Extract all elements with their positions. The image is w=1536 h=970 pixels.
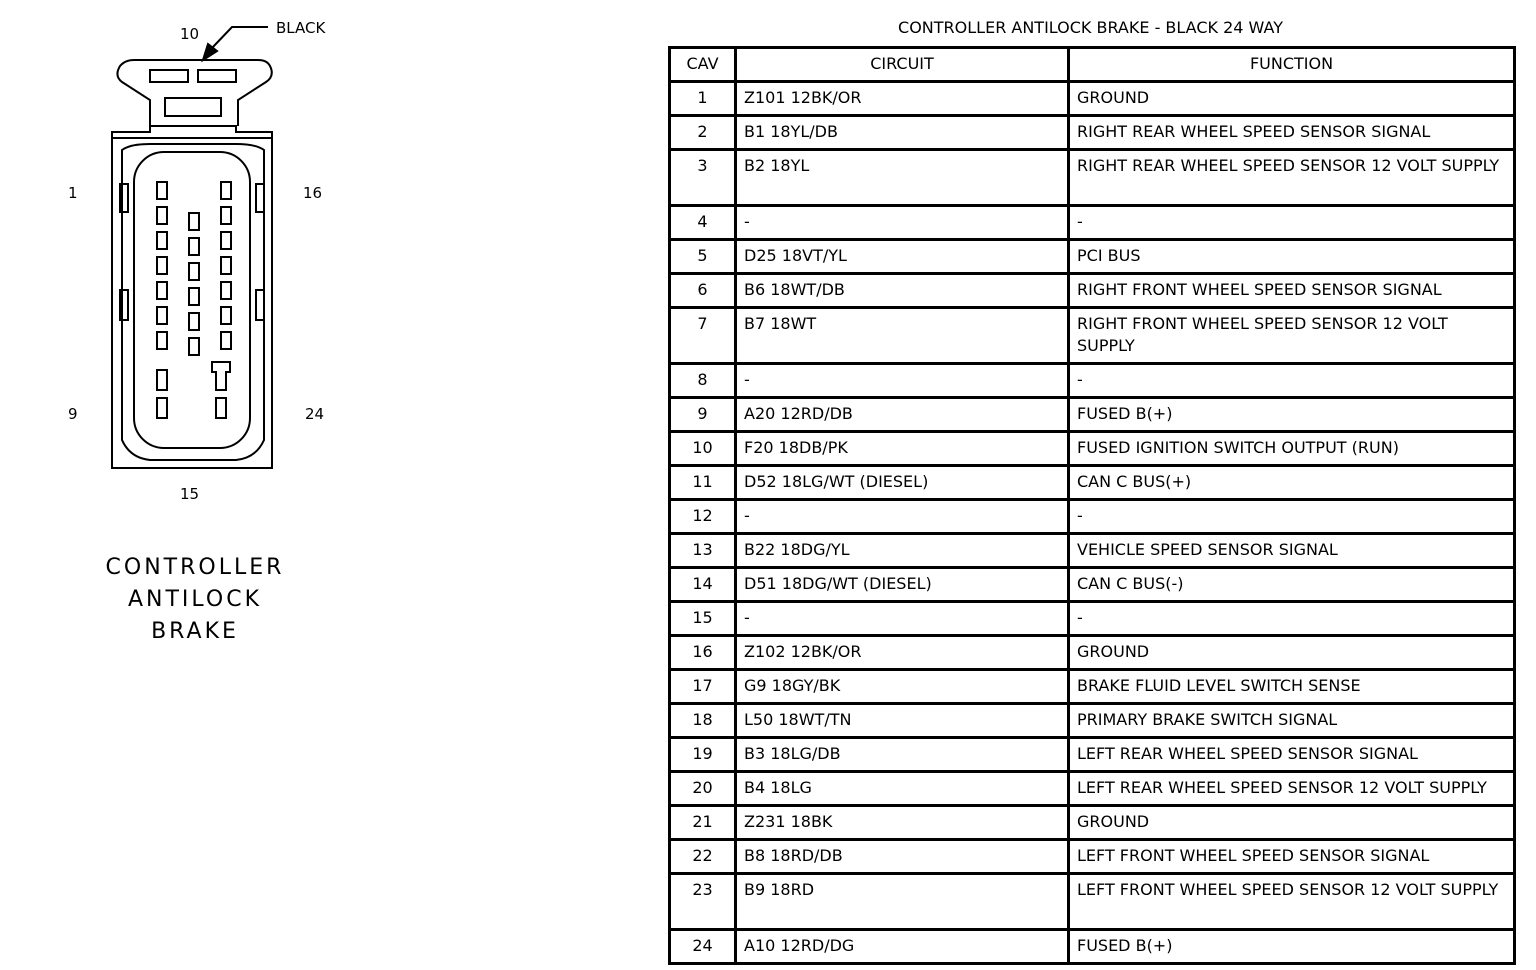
cell-cav: 5: [670, 240, 736, 274]
pin-label-1: 1: [68, 184, 78, 202]
cell-function: LEFT REAR WHEEL SPEED SENSOR 12 VOLT SUPPLY: [1069, 772, 1515, 806]
cell-cav: 7: [670, 308, 736, 364]
header-circuit: CIRCUIT: [736, 48, 1069, 82]
table-row: [670, 772, 1515, 806]
connector-caption: [60, 552, 330, 648]
pin-label-10: 10: [180, 25, 200, 43]
table-row: [670, 670, 1515, 704]
cell-function: -: [1069, 364, 1515, 398]
pin-label-24: 24: [305, 405, 325, 423]
table-header-row: [670, 48, 1515, 82]
cell-function: RIGHT FRONT WHEEL SPEED SENSOR 12 VOLT SUPPLY: [1069, 308, 1515, 364]
cell-function: GROUND: [1069, 636, 1515, 670]
table-row: [670, 150, 1515, 206]
pin-label-16: 16: [303, 184, 323, 202]
cell-circuit: B8 18RD/DB: [736, 840, 1069, 874]
table-row: [670, 602, 1515, 636]
table-row: [670, 930, 1515, 964]
cell-circuit: -: [736, 364, 1069, 398]
cell-cav: 19: [670, 738, 736, 772]
cell-cav: 17: [670, 670, 736, 704]
cell-circuit: D25 18VT/YL: [736, 240, 1069, 274]
cell-cav: 1: [670, 82, 736, 116]
table-row: [670, 398, 1515, 432]
cell-function: LEFT FRONT WHEEL SPEED SENSOR SIGNAL: [1069, 840, 1515, 874]
cell-function: PCI BUS: [1069, 240, 1515, 274]
cell-circuit: Z102 12BK/OR: [736, 636, 1069, 670]
table-row: [670, 806, 1515, 840]
cell-function: FUSED B(+): [1069, 930, 1515, 964]
color-callout-label: BLACK: [276, 19, 326, 37]
cell-circuit: -: [736, 206, 1069, 240]
cell-circuit: B1 18YL/DB: [736, 116, 1069, 150]
cell-circuit: A20 12RD/DB: [736, 398, 1069, 432]
cell-function: PRIMARY BRAKE SWITCH SIGNAL: [1069, 704, 1515, 738]
cell-cav: 15: [670, 602, 736, 636]
cell-circuit: D51 18DG/WT (DIESEL): [736, 568, 1069, 602]
cell-circuit: B22 18DG/YL: [736, 534, 1069, 568]
table-row: [670, 116, 1515, 150]
cell-circuit: -: [736, 500, 1069, 534]
cell-cav: 21: [670, 806, 736, 840]
cell-cav: 9: [670, 398, 736, 432]
cell-cav: 6: [670, 274, 736, 308]
cell-circuit: B3 18LG/DB: [736, 738, 1069, 772]
cell-cav: 3: [670, 150, 736, 206]
cell-cav: 13: [670, 534, 736, 568]
cell-cav: 20: [670, 772, 736, 806]
caption-line-1: CONTROLLER: [105, 555, 285, 580]
table-row: [670, 466, 1515, 500]
cell-circuit: B9 18RD: [736, 874, 1069, 930]
cell-function: VEHICLE SPEED SENSOR SIGNAL: [1069, 534, 1515, 568]
caption-line-3: BRAKE: [151, 619, 239, 644]
cell-function: -: [1069, 602, 1515, 636]
table-row: [670, 364, 1515, 398]
cell-cav: 12: [670, 500, 736, 534]
cell-cav: 4: [670, 206, 736, 240]
cell-function: GROUND: [1069, 82, 1515, 116]
cell-function: CAN C BUS(-): [1069, 568, 1515, 602]
cell-function: CAN C BUS(+): [1069, 466, 1515, 500]
cell-function: RIGHT FRONT WHEEL SPEED SENSOR SIGNAL: [1069, 274, 1515, 308]
cell-circuit: B2 18YL: [736, 150, 1069, 206]
cell-circuit: A10 12RD/DG: [736, 930, 1069, 964]
table-row: [670, 534, 1515, 568]
cell-cav: 16: [670, 636, 736, 670]
table-row: [670, 636, 1515, 670]
cell-cav: 23: [670, 874, 736, 930]
table-row: [670, 738, 1515, 772]
cell-function: -: [1069, 206, 1515, 240]
table-row: [670, 206, 1515, 240]
cell-cav: 22: [670, 840, 736, 874]
table-row: [670, 308, 1515, 364]
cell-function: FUSED IGNITION SWITCH OUTPUT (RUN): [1069, 432, 1515, 466]
table-row: [670, 432, 1515, 466]
table-row: [670, 500, 1515, 534]
cell-circuit: F20 18DB/PK: [736, 432, 1069, 466]
pin-label-9: 9: [68, 405, 78, 423]
caption-line-2: ANTILOCK: [127, 587, 262, 612]
cell-circuit: Z101 12BK/OR: [736, 82, 1069, 116]
header-function: FUNCTION: [1069, 48, 1515, 82]
cell-function: LEFT REAR WHEEL SPEED SENSOR SIGNAL: [1069, 738, 1515, 772]
cell-function: RIGHT REAR WHEEL SPEED SENSOR SIGNAL: [1069, 116, 1515, 150]
cell-circuit: D52 18LG/WT (DIESEL): [736, 466, 1069, 500]
table-row: [670, 274, 1515, 308]
table-title: CONTROLLER ANTILOCK BRAKE - BLACK 24 WAY: [898, 18, 1283, 37]
cell-circuit: G9 18GY/BK: [736, 670, 1069, 704]
cavity-grid: [157, 182, 231, 418]
cell-cav: 24: [670, 930, 736, 964]
cell-circuit: L50 18WT/TN: [736, 704, 1069, 738]
cell-function: RIGHT REAR WHEEL SPEED SENSOR 12 VOLT SUPPLY: [1069, 150, 1515, 206]
cell-cav: 10: [670, 432, 736, 466]
cell-circuit: B6 18WT/DB: [736, 274, 1069, 308]
table-row: [670, 82, 1515, 116]
cell-function: -: [1069, 500, 1515, 534]
cell-circuit: Z231 18BK: [736, 806, 1069, 840]
cell-function: GROUND: [1069, 806, 1515, 840]
cell-function: BRAKE FLUID LEVEL SWITCH SENSE: [1069, 670, 1515, 704]
cell-circuit: B7 18WT: [736, 308, 1069, 364]
cell-cav: 11: [670, 466, 736, 500]
color-callout-arrow: [203, 27, 268, 60]
connector-diagram: [0, 0, 640, 970]
cell-cav: 2: [670, 116, 736, 150]
table-row: [670, 704, 1515, 738]
cell-circuit: -: [736, 602, 1069, 636]
table-row: [670, 874, 1515, 930]
cell-function: LEFT FRONT WHEEL SPEED SENSOR 12 VOLT SUPPLY: [1069, 874, 1515, 930]
cell-circuit: B4 18LG: [736, 772, 1069, 806]
table-row: [670, 240, 1515, 274]
cell-cav: 14: [670, 568, 736, 602]
pinout-table: [668, 46, 1516, 965]
table-row: [670, 568, 1515, 602]
header-cav: CAV: [670, 48, 736, 82]
cell-cav: 18: [670, 704, 736, 738]
cell-cav: 8: [670, 364, 736, 398]
pin-label-15: 15: [180, 485, 200, 503]
cell-function: FUSED B(+): [1069, 398, 1515, 432]
table-row: [670, 840, 1515, 874]
